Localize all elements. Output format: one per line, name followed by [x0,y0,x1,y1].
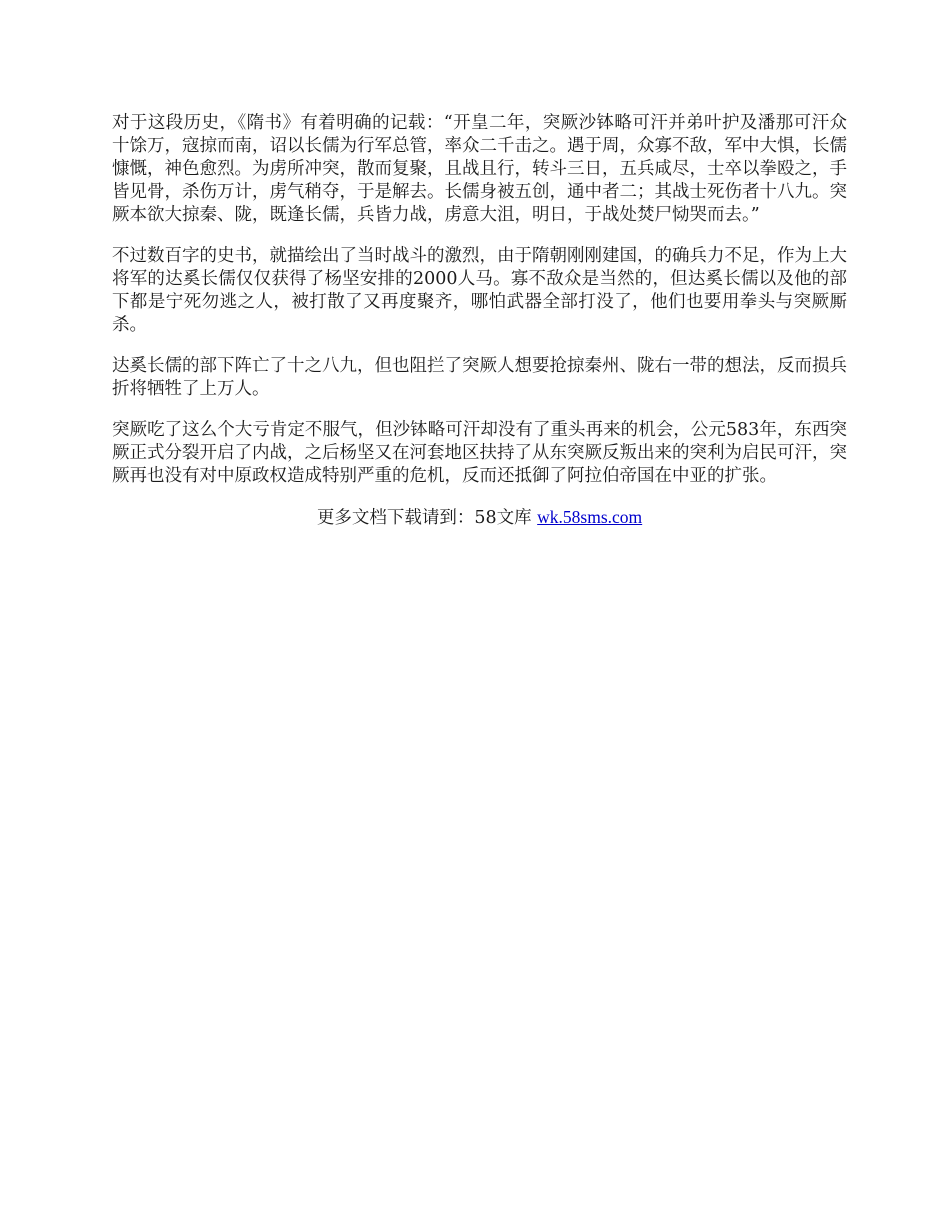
paragraph-4: 突厥吃了这么个大亏肯定不服气，但沙钵略可汗却没有了重头再来的机会，公元583年，东西突厥正式分裂开启了内战，之后杨坚又在河套地区扶持了从东突厥反叛出来的突利为启民可汗，突厥再也没有对中原政权造成特别严重的危机，反而还抵御了阿拉伯帝国在中亚的扩张。 [112,420,847,486]
document-body [112,112,847,530]
paragraph-2: 不过数百字的史书，就描绘出了当时战斗的激烈，由于隋朝刚刚建国，的确兵力不足，作为上大将军的达奚长儒仅仅获得了杨坚安排的2000人马。寡不敌众是当然的，但达奚长儒以及他的部下都是宁死勿逃之人，被打散了又再度聚齐，哪怕武器全部打没了，他们也要用拳头与突厥厮杀。 [112,246,847,335]
download-footer [112,506,847,530]
paragraph-1: 对于这段历史，《隋书》有着明确的记载：“开皇二年，突厥沙钵略可汗并弟叶护及潘那可汗众十馀万，寇掠而南，诏以长儒为行军总管，率众二千击之。遇于周，众寡不敌，军中大惧，长儒慷慨，神色愈烈。为虏所冲突，散而复聚，且战且行，转斗三日，五兵咸尽，士卒以拳殴之，手皆见骨，杀伤万计，虏气稍夺，于是解去。长儒身被五创，通中者二；其战士死伤者十八九。突厥本欲大掠秦、陇，既逢长儒，兵皆力战，虏意大沮，明日，于战处焚尸恸哭而去。” [112,113,847,225]
footer-text: 更多文档下载请到：58文库 [316,508,538,528]
footer-link[interactable]: wk.58sms.com [537,507,643,527]
paragraph-3: 达奚长儒的部下阵亡了十之八九，但也阻拦了突厥人想要抢掠秦州、陇右一带的想法，反而损兵折将牺牲了上万人。 [112,356,847,399]
